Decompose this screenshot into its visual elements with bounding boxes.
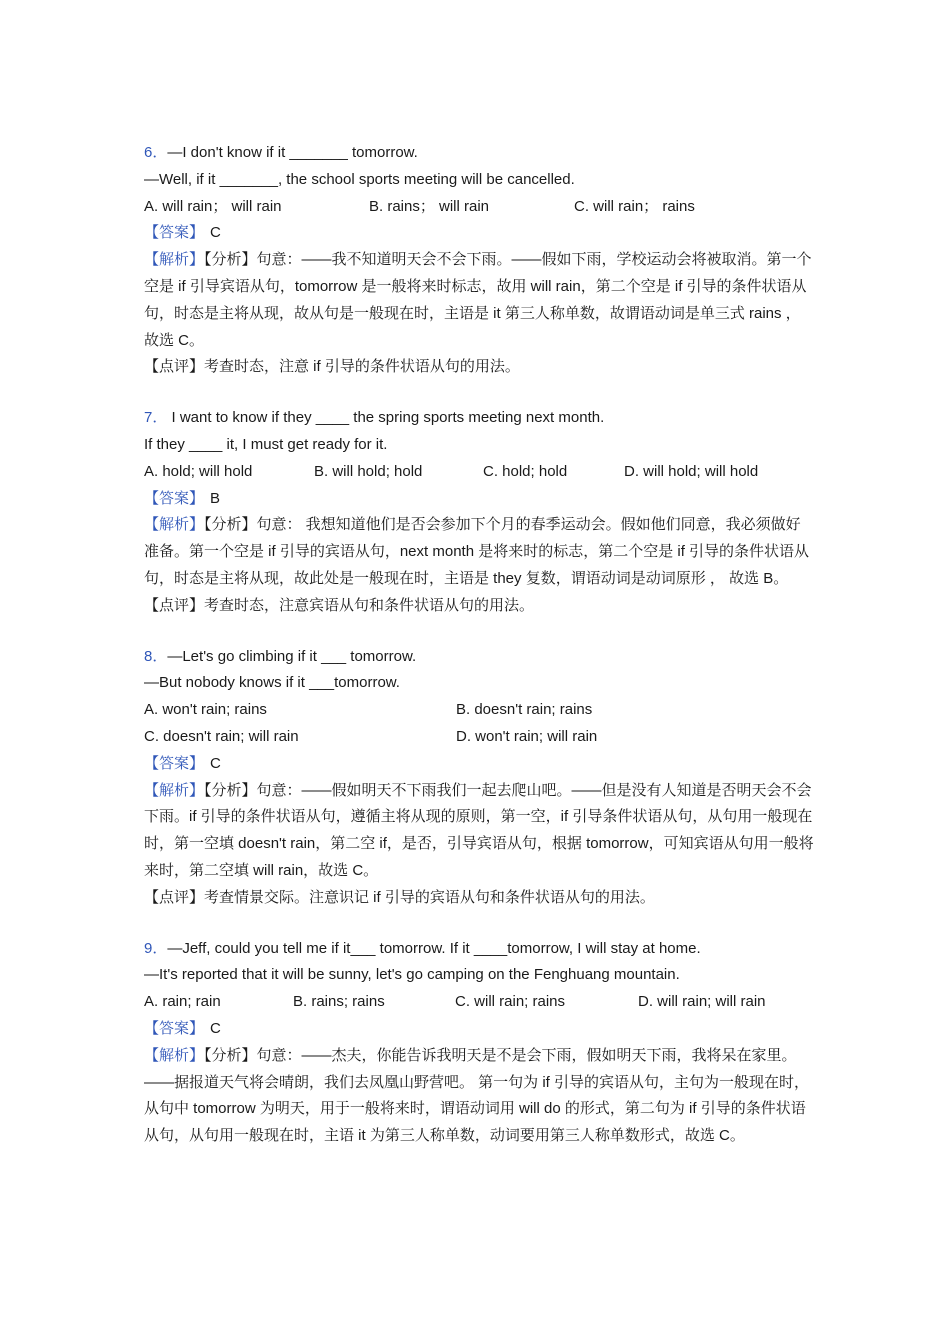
analysis-tag: 【解析】 [144, 516, 205, 534]
answer-value: B [210, 489, 221, 507]
comment: 【点评】考查时态，注意 if 引导的条件状语从句的用法。 [144, 358, 520, 376]
question-stem-line: 6．—I don't know if it _______ tomorrow. [144, 144, 418, 161]
option-b: B. rains； will rain [369, 197, 490, 215]
option-b: B. doesn't rain; rains [456, 701, 593, 719]
answer-line [144, 220, 814, 247]
option-b: B. rains; rains [293, 993, 385, 1011]
question-number: 9． [144, 939, 168, 957]
question-stem-line: 8．—Let's go climbing if it ___ tomorrow. [144, 647, 417, 665]
answer-value: C [210, 1019, 221, 1037]
answer-tag: 【答案】 [144, 754, 205, 772]
analysis [144, 1043, 814, 1150]
question-number: 8． [144, 647, 168, 665]
options-row [144, 194, 814, 221]
answer-value: C [210, 754, 221, 772]
option-d: D. will rain; will rain [638, 993, 766, 1011]
answer-line [144, 751, 814, 778]
answer-line [144, 486, 814, 513]
answer-tag: 【答案】 [144, 489, 205, 507]
analysis-text: 【分析】句意：——我不知道明天会不会下雨。——假如下雨，学校运动会将被取消。第一个空是 if 引导宾语从句，tomorrow 是一般将来时标志，故用 will rain，第二个空是 if 引导的条件状语从句，时态是主将从现，故从句是一般现在时，主语是 it 第三人称单数，故谓语动词是单三式 rains ， 故选 C。 [144, 251, 812, 349]
answer-tag: 【答案】 [144, 1019, 205, 1037]
question-stem-line: —It's reported that it will be sunny, let's go camping on the Fenghuang mountain. [144, 966, 680, 984]
option-c: C. doesn't rain; will rain [144, 727, 299, 745]
analysis-tag: 【解析】 [144, 251, 205, 269]
question-stem-line: —But nobody knows if it ___tomorrow. [144, 674, 400, 692]
analysis-tag: 【解析】 [144, 1046, 205, 1064]
analysis-text: 【分析】句意：——杰夫，你能告诉我明天是不是会下雨，假如明天下雨，我将呆在家里。——据报道天气将会晴朗，我们去凤凰山野营吧。 第一句为 if 引导的宾语从句，主句为一般现在时，从句中 tomorrow 为明天，用于一般将来时，谓语动词用 will do 的形式，第二句为 if 引导的条件状语从句，从句用一般现在时，主语 it 为第三人称单数，动词要用第三人称单数形式，故选 C。 [144, 1046, 810, 1145]
analysis [144, 512, 814, 592]
option-c: C. will rain; rains [455, 993, 566, 1011]
options-row [144, 989, 814, 1016]
analysis [144, 247, 814, 354]
answer-value: C [210, 224, 221, 242]
option-a: A. hold; will hold [144, 462, 253, 480]
options-row [144, 459, 814, 486]
analysis [144, 778, 814, 885]
question-7 [144, 405, 814, 619]
question-8 [144, 644, 814, 912]
option-c: C. hold; hold [483, 462, 568, 480]
option-a: A. rain; rain [144, 993, 221, 1011]
option-b: B. will hold; hold [314, 462, 423, 480]
option-d: D. won't rain; will rain [456, 727, 598, 745]
question-6 [144, 140, 814, 381]
question-number: 6． [144, 144, 168, 161]
question-stem-line: 7． I want to know if they ____ the spring sports meeting next month. [144, 409, 605, 427]
option-a: A. will rain； will rain [144, 197, 282, 215]
option-d: D. will hold; will hold [624, 462, 759, 480]
option-c: C. will rain； rains [574, 197, 695, 215]
answer-tag: 【答案】 [144, 224, 205, 242]
comment: 【点评】考查情景交际。注意识记 if 引导的宾语从句和条件状语从句的用法。 [144, 888, 655, 906]
question-list [144, 140, 814, 1174]
question-stem-line: —Well, if it _______, the school sports meeting will be cancelled. [144, 170, 575, 188]
options-row [144, 724, 814, 751]
analysis-tag: 【解析】 [144, 781, 205, 799]
analysis-text: 【分析】句意：——假如明天不下雨我们一起去爬山吧。——但是没有人知道是否明天会不会下雨。if 引导的条件状语从句，遵循主将从现的原则，第一空，if 引导条件状语从句，从句用一般现在时，第一空填 doesn't rain，第二空 if，是否，引导宾语从句，根据 tomorrow，可知宾语从句用一般将来时，第二空填 will rain，故选 C。 [144, 781, 814, 879]
question-stem-line: If they ____ it, I must get ready for it. [144, 435, 388, 453]
question-9 [144, 936, 814, 1150]
question-number: 7． [144, 409, 168, 427]
question-stem-line: 9．—Jeff, could you tell me if it___ tomorrow. If it ____tomorrow, I will stay at home. [144, 939, 701, 957]
options-row [144, 697, 814, 724]
analysis-text: 【分析】句意： 我想知道他们是否会参加下个月的春季运动会。假如他们同意，我必须做好准备。第一个空是 if 引导的宾语从句，next month 是将来时的标志，第二个空是 if 引导的条件状语从句，时态是主将从现，故此处是一般现在时，主语是 they 复数，谓语动词是动词原形 ， 故选 B。 [144, 516, 810, 587]
comment: 【点评】考查时态，注意宾语从句和条件状语从句的用法。 [144, 596, 535, 614]
answer-line [144, 1016, 814, 1043]
option-a: A. won't rain; rains [144, 701, 267, 719]
